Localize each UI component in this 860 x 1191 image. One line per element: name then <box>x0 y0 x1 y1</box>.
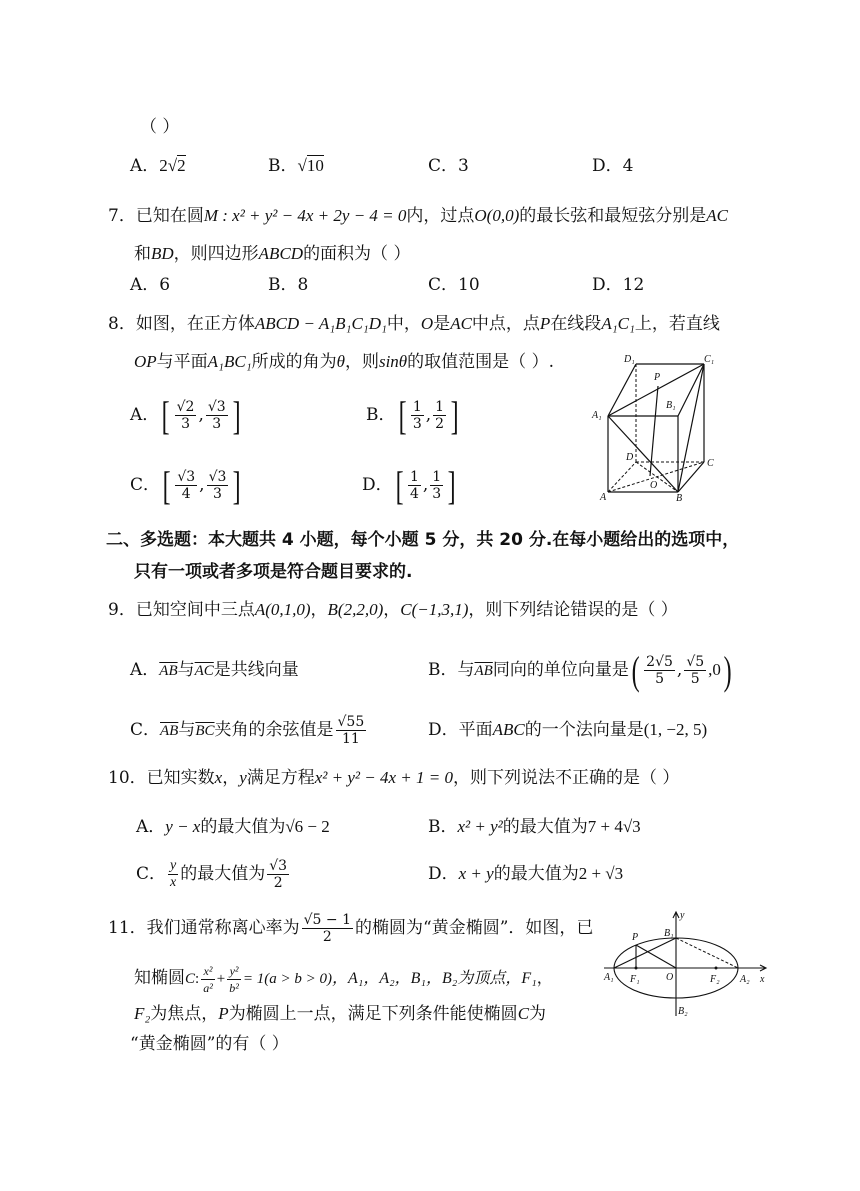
q11-line1: 11．我们通常称离心率为 $\frac{√5 - 1}{2}$ 的椭圆为“黄金椭圆”．如图，已 <box>108 912 594 945</box>
q10-option-b: B．x² + y²的最大值为7 + 4√3 <box>428 817 641 837</box>
segment-c1b <box>678 364 704 492</box>
label-a: A <box>600 492 607 502</box>
q7-option-b: B．8 <box>268 275 309 295</box>
q11-line2: 知椭圆C: $\frac{\text{x²}}{\text{a²}}$ + $\frac{\text{y²}}{\text{b²}}$ = 1(a > b > 0)，A₁，A₂，B₁，B₂为顶点，F₁， <box>134 963 553 995</box>
q8-line1: 8．如图，在正方体ABCD − A₁B₁C₁D₁中，O是AC中点，点P在线段A₁C₁上，若直线 <box>108 314 720 334</box>
q6-option-b: B．√10 <box>268 156 324 176</box>
q6-paren: （ ） <box>140 117 180 137</box>
label-p: P <box>632 932 639 943</box>
label-c: C <box>707 458 714 469</box>
q9-option-b: B．与$\overline{AB}$同向的单位向量是( $\frac{2√5}{5}$ , $\frac{√5}{5}$ ,0) <box>428 647 732 693</box>
q9-option-a: A．$\overline{AB}$与$\overline{AC}$是共线向量 <box>130 660 299 680</box>
segment-p-o <box>636 945 676 968</box>
label-p: P <box>654 372 661 383</box>
q9-line1: 9．已知空间中三点A(0,1,0)，B(2,2,0)，C(−1,3,1)，则下列结论错误的是（ ） <box>108 600 678 620</box>
label-a1: A₁ <box>592 410 602 421</box>
q8-option-b: B．[ $\frac{1}{3}$ , $\frac{1}{2}$ ] <box>366 392 459 438</box>
label-f2: F₂ <box>710 974 720 985</box>
focus-f1-dot <box>635 967 638 970</box>
label-x: x <box>760 974 765 985</box>
q7-option-a: A．6 <box>130 275 171 295</box>
q8-line2: OP与平面A₁BC₁所成的角为θ，则sinθ的取值范围是（ ）. <box>134 352 554 372</box>
label-b2: B₂ <box>678 1006 688 1017</box>
label-c1: C₁ <box>704 354 715 365</box>
label-d: D <box>626 452 634 463</box>
label-o: O <box>650 480 658 491</box>
q10-line1: 10．已知实数x，y满足方程x² + y² − 4x + 1 = 0，则下列说法不正确的是（ ） <box>108 768 680 788</box>
section2-header-line2: 只有一项或者多项是符合题目要求的. <box>134 562 413 582</box>
q8-option-c: C．[ $\frac{√3}{4}$ , $\frac{√3}{3}$ ] <box>130 462 242 508</box>
q10-option-c: C． $\frac{y}{x}$ 的最大值为 $\frac{√3}{2}$ <box>136 858 288 891</box>
edge-b1c1 <box>678 364 704 416</box>
q8-option-d: D．[ $\frac{1}{4}$ , $\frac{1}{3}$ ] <box>362 462 456 508</box>
q6-option-c: C．3 <box>428 156 469 176</box>
label-a2: A₂ <box>740 974 750 985</box>
q11-line4: “黄金椭圆”的有（ ） <box>130 1034 289 1054</box>
q7-line1: 7．已知在圆M : x² + y² − 4x + 2y − 4 = 0内，过点O(0,0)的最长弦和最短弦分别是AC <box>108 206 728 226</box>
section2-header-line1: 二、多选题：本大题共 4 小题，每个小题 5 分，共 20 分.在每小题给出的选项中， <box>106 530 740 550</box>
q6-option-d: D．4 <box>592 156 634 176</box>
q9-option-d: D．平面ABC的一个法向量是(1, −2, 5) <box>428 720 708 740</box>
q10-option-d: D．x + y的最大值为2 + √3 <box>428 864 624 884</box>
label-a1: A₁ <box>604 972 614 983</box>
focus-f2-dot <box>715 967 718 970</box>
edge-ad <box>608 462 636 492</box>
q7-line2: 和BD，则四边形ABCD的面积为（ ） <box>134 244 411 264</box>
q11-line3: F₂为焦点，P为椭圆上一点，满足下列条件能使椭圆C为 <box>134 1004 547 1024</box>
q10-option-a: A．y − x的最大值为√6 − 2 <box>136 817 330 837</box>
q8-option-a: A．[ $\frac{√2}{3}$ , $\frac{√3}{3}$ ] <box>130 392 241 438</box>
label-y: y <box>680 910 685 921</box>
q8-cube-figure <box>590 352 720 502</box>
q11-ellipse-figure <box>600 906 772 1018</box>
q7-option-c: C．10 <box>428 275 480 295</box>
label-b1: B₁ <box>664 928 674 939</box>
label-o: O <box>666 972 674 983</box>
label-d1: D₁ <box>624 354 635 365</box>
q9-option-c: C．$\overline{AB}$与$\overline{BC}$夹角的余弦值是 $\frac{√55}{11}$ <box>130 714 365 747</box>
q7-option-d: D．12 <box>592 275 645 295</box>
label-b: B <box>676 493 683 502</box>
q6-option-a: A．2√2 <box>130 156 186 176</box>
label-b1: B₁ <box>666 400 676 411</box>
label-f1: F₁ <box>630 974 640 985</box>
